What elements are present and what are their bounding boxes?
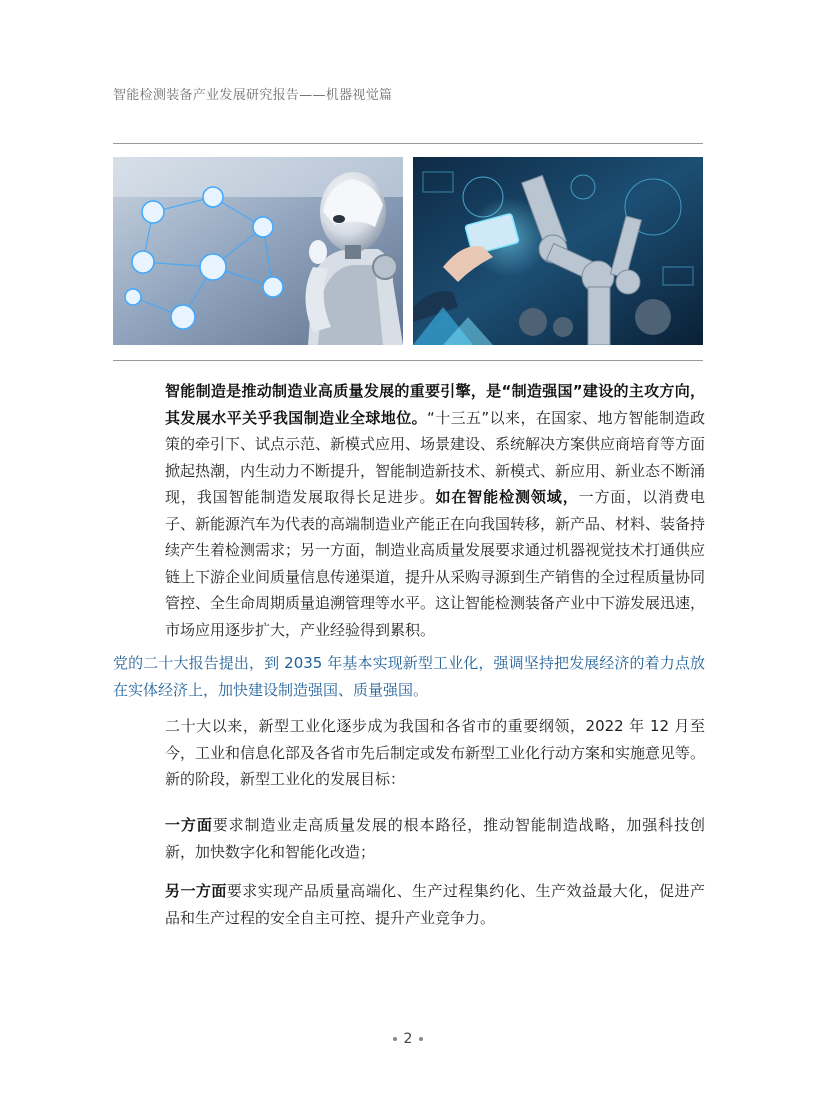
paragraph-text: 一方面，以消费电子、新能源汽车为代表的高端制造业产能正在向我国转移，新产品、材料、装备持续产生着检测需求；另一方面，制造业高质量发展要求通过机器视觉技术打通供应链上下游企业间质量信息传递渠道，提升从采购寻源到生产销售的全过程质量协同管控、全生命周期质量追溯管理等水平。这让智能检测装备产业中下游发展迅速，市场应用逐步扩大，产业经验得到累积。: [165, 488, 706, 639]
header-divider: [113, 143, 703, 144]
industrial-robot-arm-image: [413, 157, 703, 345]
bullet-dot-icon: [419, 1037, 423, 1041]
goal-one-paragraph: [165, 812, 705, 865]
paragraph-text: “十三五”以来，在国家、地方智能制造政策的牵引下、试点示范、新模式应用、场景建设、系统解决方案供应商培育等方面掀起热潮，内生动力不断提升，智能制造新技术、新模式、新应用、新业态不断涌现，我国智能制造发展取得长足进步。: [165, 408, 706, 506]
bold-inline: 如在智能检测领域，: [435, 488, 579, 506]
goal-one-label: 一方面: [165, 816, 213, 834]
goal-two-text: 要求实现产品质量高端化、生产过程集约化、生产效益最大化，促进产品和生产过程的安全自主可控、提升产业竞争力。: [165, 882, 705, 927]
page-number-value: 2: [403, 1031, 413, 1047]
page-number: [0, 1031, 816, 1047]
bullet-dot-icon: [393, 1037, 397, 1041]
highlight-paragraph: 党的二十大报告提出，到 2035 年基本实现新型工业化，强调坚持把发展经济的着力点放在实体经济上，加快建设制造强国、质量强国。: [113, 654, 705, 699]
paragraph-intelligent-manufacturing: [165, 378, 705, 643]
robot-thinking-image: [113, 157, 403, 345]
goal-two-paragraph: [165, 878, 705, 931]
paragraph-new-industrialization: 二十大以来，新型工业化逐步成为我国和各省市的重要纲领，2022 年 12 月至今，工业和信息化部及各省市先后制定或发布新型工业化行动方案和实施意见等。新的阶段，新型工业化的发展目标：: [165, 717, 706, 788]
goal-two-label: 另一方面: [165, 882, 227, 900]
bold-intro: 智能制造是推动制造业高质量发展的重要引擎，是“制造强国”建设的主攻方向，其发展水平关乎我国制造业全球地位。: [165, 382, 705, 427]
image-divider: [113, 360, 703, 361]
goal-one-text: 要求制造业走高质量发展的根本路径，推动智能制造战略，加强科技创新，加快数字化和智能化改造；: [165, 816, 705, 861]
running-header: 智能检测装备产业发展研究报告——机器视觉篇: [113, 88, 393, 103]
